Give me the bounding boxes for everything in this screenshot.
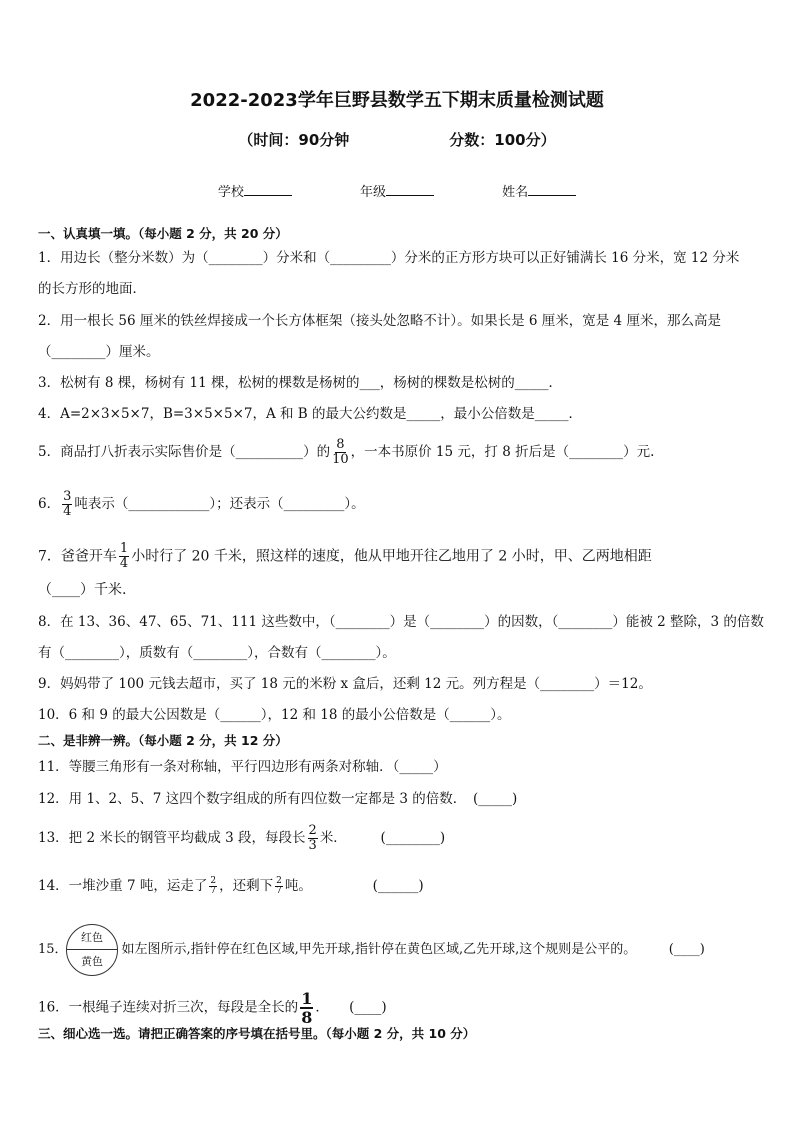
question-13 (38, 824, 445, 853)
student-info (0, 181, 794, 200)
name-label: 姓名 (502, 185, 529, 200)
q13-text-a: 13．把 2 米长的钢管平均截成 3 段，每段长 (38, 830, 306, 846)
q5-text-b: ，一本书原价 15 元，打 8 折后是（________）元. (350, 444, 655, 460)
question-8-line-1: 8．在 13、36、47、65、71、111 这些数中，（________）是（________）的因数，（________）能被 2 整除，3 的倍数 (38, 614, 764, 630)
question-1-line-1: 1．用边长（整分米数）为（________）分米和（_________）分米的正方形方块可以正好铺满长 16 分米，宽 12 分米 (38, 250, 740, 266)
question-4: 4．A=2×3×5×7，B=3×5×5×7，A 和 B 的最大公约数是_____，最小公倍数是_____． (38, 406, 583, 422)
q16-numerator: 1 (301, 989, 313, 1008)
q13-numerator: 2 (308, 823, 317, 838)
question-16 (38, 990, 387, 1026)
section-2-heading: 二、是非辨一辨。（每小题 2 分，共 12 分） (38, 733, 288, 748)
q14-denominator-1: 7 (210, 886, 217, 896)
q6-fraction (62, 490, 72, 519)
q13-denominator: 3 (308, 838, 317, 853)
school-field (218, 181, 292, 200)
q14-text-c: 吨。 (______) (284, 878, 424, 894)
q14-text-b: ，还剩下 (219, 878, 274, 894)
question-7-line-2: （____）千米. (38, 582, 127, 598)
q5-numerator: 8 (336, 437, 345, 452)
q6-numerator: 3 (63, 489, 72, 504)
question-6 (38, 490, 365, 519)
q15-text-a: 15． (38, 942, 68, 957)
q14-fraction-1 (209, 877, 217, 896)
exam-time: （时间：90分钟 (238, 131, 350, 149)
q14-denominator-2: 7 (276, 886, 282, 896)
grade-label: 年级 (359, 185, 386, 200)
question-9: 9．妈妈带了 100 元钱去超市，买了 18 元的米粉 x 盒后，还剩 12 元。列方程是（________）＝12。 (38, 676, 652, 692)
q13-fraction (308, 824, 318, 853)
q16-denominator: 8 (301, 1008, 313, 1027)
question-2-line-1: 2．用一根长 56 厘米的铁丝焊接成一个长方体框架（接头处忽略不计）。如果长是 6 厘米，宽是 4 厘米，那么高是 (38, 313, 721, 329)
grade-field (360, 181, 434, 200)
q7-denominator: 4 (119, 556, 129, 571)
q5-denominator: 10 (332, 452, 349, 467)
q16-fraction (300, 990, 313, 1026)
q14-numerator-1: 2 (210, 876, 217, 886)
q5-text-a: 5．商品打八折表示实际售价是（__________）的 (38, 444, 331, 460)
question-10: 10．6 和 9 的最大公因数是（______），12 和 18 的最小公倍数是（______）。 (38, 707, 511, 723)
name-blank (528, 183, 576, 196)
spinner-red-label: 红色 (81, 931, 103, 944)
q7-fraction (119, 542, 129, 571)
q14-text-a: 14．一堆沙重 7 吨，运走了 (38, 878, 208, 894)
q13-text-b: 米． (________) (319, 830, 446, 846)
q6-text-b: 吨表示（____________）；还表示（_________）。 (74, 496, 365, 512)
name-field (502, 181, 576, 200)
question-5 (38, 438, 654, 467)
question-8-line-2: 有（________），质数有（________），合数有（________）。 (38, 645, 396, 661)
q6-denominator: 4 (63, 504, 72, 519)
question-14 (38, 876, 424, 896)
grade-blank (386, 183, 434, 196)
q16-text-a: 16．一根绳子连续对折三次，每段是全长的 (38, 999, 299, 1016)
question-3: 3．松树有 8 棵，杨树有 11 棵，松树的棵数是杨树的___，杨树的棵数是松树的_____． (38, 375, 563, 391)
q7-numerator: 1 (119, 541, 129, 556)
q16-text-b: ． (____) (315, 999, 387, 1016)
q14-numerator-2: 2 (276, 876, 282, 886)
q15-text-b: 如左图所示,指针停在红色区域,甲先开球,指针停在黄色区域,乙先开球,这个规则是公平的。 (____) (121, 942, 705, 957)
exam-subtitle (0, 129, 794, 150)
question-2-line-2: （________）厘米。 (38, 344, 160, 360)
question-11: 11．等腰三角形有一条对称轴，平行四边形有两条对称轴．（_____） (38, 759, 447, 775)
school-label: 学校 (217, 185, 244, 200)
q7-text-b: 小时行了 20 千米，照这样的速度，他从甲地开往乙地用了 2 小时，甲、乙两地相距 (131, 548, 652, 565)
spinner-yellow-label: 黄色 (81, 955, 103, 968)
section-3-heading: 三、细心选一选。请把正确答案的序号填在括号里。（每小题 2 分，共 10 分） (38, 1026, 476, 1041)
exam-title: 2022-2023学年巨野县数学五下期末质量检测试题 (190, 90, 604, 111)
q7-text-a: 7．爸爸开车 (38, 548, 117, 565)
q14-fraction-2 (275, 877, 283, 896)
q5-fraction (332, 438, 349, 467)
q6-text-a: 6． (38, 496, 61, 512)
question-15 (38, 940, 705, 960)
question-1-line-2: 的长方形的地面． (38, 281, 146, 297)
section-1-heading: 一、认真填一填。（每小题 2 分，共 20 分） (38, 226, 288, 241)
question-12: 12．用 1、2、5、7 这四个数字组成的所有四位数一定都是 3 的倍数． (_____) (38, 791, 518, 807)
school-blank (244, 183, 292, 196)
question-7-line-1 (38, 542, 652, 571)
exam-score: 分数：100分） (449, 131, 556, 149)
